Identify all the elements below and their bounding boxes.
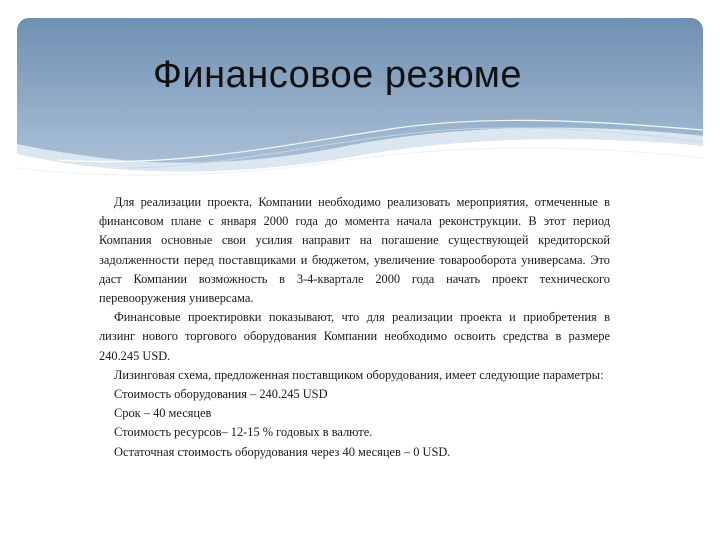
parameter-item-term: Срок – 40 месяцев: [114, 406, 212, 421]
paragraph-financing: Финансовые проектировки показывают, что для реализации проекта и приобретения в лизинг нового торгового оборудования Компании необходимо освоить средства в размере 240.245 USD.: [99, 310, 610, 363]
paragraph-plan: Для реализации проекта, Компании необходимо реализовать мероприятия, отмеченные в финансовом плане с января 2000 года до момента начала реконструкции. В этот период Компания основные свои усилия направит на погашение существующей кредиторской задолженности перед поставщиками и бюджетом, увеличение товарооборота универсама. Это даст Компании возможность в 3-4-квартале 2000 года начать проект технического перевооружения универсама.: [99, 195, 610, 306]
parameter-item-rate: Стоимость ресурсов– 12-15 % годовых в валюте.: [114, 425, 373, 440]
parameter-item-residual: Остаточная стоимость оборудования через 40 месяцев – 0 USD.: [114, 444, 451, 459]
parameter-list: [99, 385, 610, 462]
slide-title: Финансовое резюме: [153, 54, 523, 96]
header-wave-graphic: [17, 18, 703, 178]
paragraph-leasing: Лизинговая схема, предложенная поставщиком оборудования, имеет следующие параметры:: [114, 367, 604, 382]
parameter-item-cost: Стоимость оборудования – 240.245 USD: [114, 387, 328, 402]
header-band: [17, 18, 703, 178]
body-text: [99, 193, 610, 462]
